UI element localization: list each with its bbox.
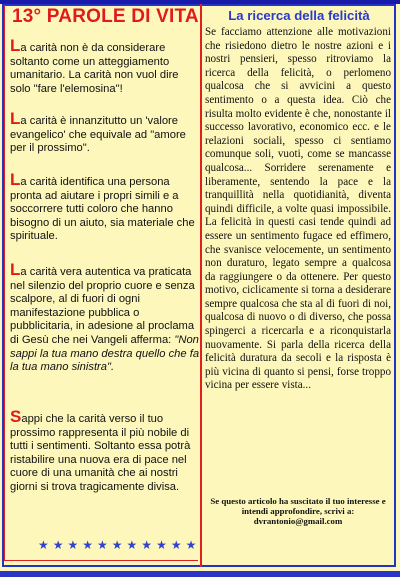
column-divider (200, 4, 202, 567)
paragraph-text: a carità identifica una persona pronta ad aiutare i propri simili e a soccorrere tutti coloro che hanno bisogno di un aiuto, sia materiale che spirituale. (10, 176, 195, 243)
gospel-quote: "Non sappi la tua mano destra quello che fa la tua mano sinistra". (10, 333, 200, 374)
article-body: Se facciamo attenzione alle motivazioni che risiedono dietro le nostre azioni e i nostri pensieri, spesso ritroviamo la ricerca della felicità, o perlomeno qualcosa che si avvicini a questo sentimento o a questa idea. Ciò che risulta molto evidente è che, nonostante il successo lavorativo, economico ecc. e le relazioni sociali, spesso ci sentiamo comunque soli, vuoti, come se mancasse qualcosa... Sorridere serenamente e liberamente, sentendo la pace e la tranquillità nella quotidianità, diventa quindi difficile, a volte quasi impossibile. La felicità in questi casi tende quindi ad essere un sentimento fugace ed effimero, che svanisce velocemente, un sentimento non duraturo, legato sempre a qualcosa da raggiungere o da ottenere. Per questo motivo, ciclicamente si torna a desiderare sempre qualcosa che sta al di fuori di noi, qualcosa di nuovo o di diverso, che possa spingerci a ricercarla e a riconquistarla nuovamente. Si parla della ricerca della felicità duratura da secoli e la risposta è più vicina di quanto si pensi, forse troppo vicina per essere vista... (205, 26, 391, 392)
paragraph-4 (10, 260, 200, 375)
bottom-decorative-strip (0, 571, 400, 577)
paragraph-text: a carità vera autentica va praticata nel silenzio del proprio cuore e senza scalpore, al di fuori di ogni manifestazione pubblica o pubblicitaria, in adesione al proclama di Gesù che nei Vangeli afferma: (10, 266, 195, 346)
drop-cap: L (10, 170, 21, 189)
paragraph-5 (10, 407, 200, 495)
drop-cap: L (10, 260, 21, 279)
paragraph-text: a carità non è da considerare soltanto come un atteggiamento umanitario. La carità non vuol dire solo "fare l'elemosina"! (10, 42, 179, 95)
drop-cap: L (10, 109, 21, 128)
drop-cap: S (10, 407, 22, 426)
paragraph-1 (10, 36, 200, 96)
paragraph-3 (10, 170, 200, 244)
paragraph-text: appi che la carità verso il tuo prossimo rappresenta il più nobile di tutti i sentimenti. Soltanto essa potrà ristabilire una nuova era di pace nel cuore di una umanità che ai nostri giorni si trova tragicamente divisa. (10, 413, 191, 493)
contact-note: Se questo articolo ha suscitato il tuo interesse e intendi approfondire, scrivi a: dvrantonio@gmail.com (210, 496, 386, 527)
drop-cap: L (10, 36, 21, 55)
paragraph-2 (10, 109, 200, 156)
left-column-title: 13° PAROLE DI VITA (12, 6, 199, 27)
stars-divider: ★★★★★★★★★★★ (38, 538, 201, 552)
right-column-title: La ricerca della felicità (228, 8, 370, 23)
paragraph-text: a carità è innanzitutto un 'valore evangelico' che equivale ad "amore per il prossimo". (10, 115, 186, 155)
